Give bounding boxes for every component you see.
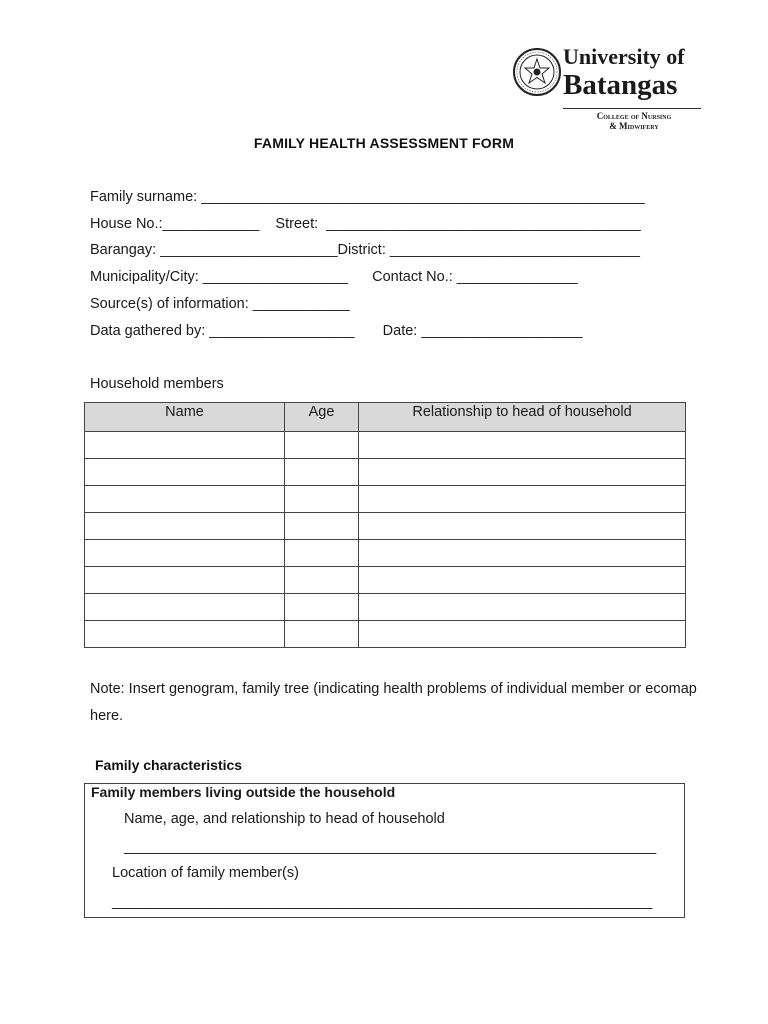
name-cell[interactable] [85, 621, 285, 648]
age-cell[interactable] [285, 567, 359, 594]
name-cell[interactable] [85, 513, 285, 540]
gathered-date-field[interactable]: Data gathered by: __________________ Date: ____________________ [90, 323, 583, 339]
relationship-cell[interactable] [359, 486, 686, 513]
table-row [85, 567, 686, 594]
relationship-cell[interactable] [359, 594, 686, 621]
barangay-district-field[interactable]: Barangay: ______________________District: _______________________________ [90, 242, 640, 258]
table-header-row [85, 403, 686, 432]
form-title: FAMILY HEALTH ASSESSMENT FORM [253, 135, 515, 151]
age-cell[interactable] [285, 621, 359, 648]
name-cell[interactable] [85, 567, 285, 594]
name-age-relationship-label: Name, age, and relationship to head of household [124, 811, 445, 827]
house-street-field[interactable]: House No.:____________ Street: _______________________________________ [90, 216, 641, 232]
age-cell[interactable] [285, 594, 359, 621]
relationship-cell[interactable] [359, 513, 686, 540]
municipality-contact-field[interactable]: Municipality/City: __________________ Contact No.: _______________ [90, 269, 578, 285]
family-outside-household-box [84, 783, 685, 918]
logo-divider [563, 108, 701, 109]
college-name [563, 111, 705, 131]
table-row [85, 540, 686, 567]
name-cell[interactable] [85, 540, 285, 567]
table-row [85, 486, 686, 513]
age-cell[interactable] [285, 486, 359, 513]
column-header-name: Name [85, 403, 285, 432]
family-characteristics-heading: Family characteristics [95, 757, 243, 773]
age-cell[interactable] [285, 432, 359, 459]
sources-field[interactable]: Source(s) of information: ____________ [90, 296, 350, 312]
table-row [85, 432, 686, 459]
name-cell[interactable] [85, 459, 285, 486]
relationship-cell[interactable] [359, 540, 686, 567]
university-logo [513, 44, 705, 132]
relationship-cell[interactable] [359, 567, 686, 594]
name-cell[interactable] [85, 594, 285, 621]
relationship-cell[interactable] [359, 621, 686, 648]
name-cell[interactable] [85, 486, 285, 513]
column-header-relationship: Relationship to head of household [359, 403, 686, 432]
column-header-age: Age [285, 403, 359, 432]
university-name-line2: Batangas [563, 69, 678, 101]
household-members-label: Household members [90, 376, 224, 392]
household-members-table [84, 402, 686, 648]
university-seal-icon [513, 48, 561, 96]
location-label: Location of family member(s) [112, 865, 299, 881]
outside-household-title: Family members living outside the household [91, 784, 396, 800]
name-cell[interactable] [85, 432, 285, 459]
relationship-cell[interactable] [359, 432, 686, 459]
table-row [85, 513, 686, 540]
age-cell[interactable] [285, 540, 359, 567]
name-age-relationship-line[interactable]: __________________________________________________________________ [124, 839, 657, 855]
relationship-cell[interactable] [359, 459, 686, 486]
family-surname-field[interactable]: Family surname: _______________________________________________________ [90, 189, 645, 205]
college-name-line1: College of Nursing [596, 111, 672, 121]
university-name-line1: University of [563, 44, 685, 69]
genogram-note: Note: Insert genogram, family tree (indicating health problems of individual member or ecomap here. [90, 681, 697, 724]
college-name-line2: & Midwifery [609, 121, 659, 131]
table-row [85, 594, 686, 621]
table-row [85, 459, 686, 486]
age-cell[interactable] [285, 513, 359, 540]
table-row [85, 621, 686, 648]
age-cell[interactable] [285, 459, 359, 486]
location-line[interactable]: ___________________________________________________________________ [112, 894, 653, 910]
